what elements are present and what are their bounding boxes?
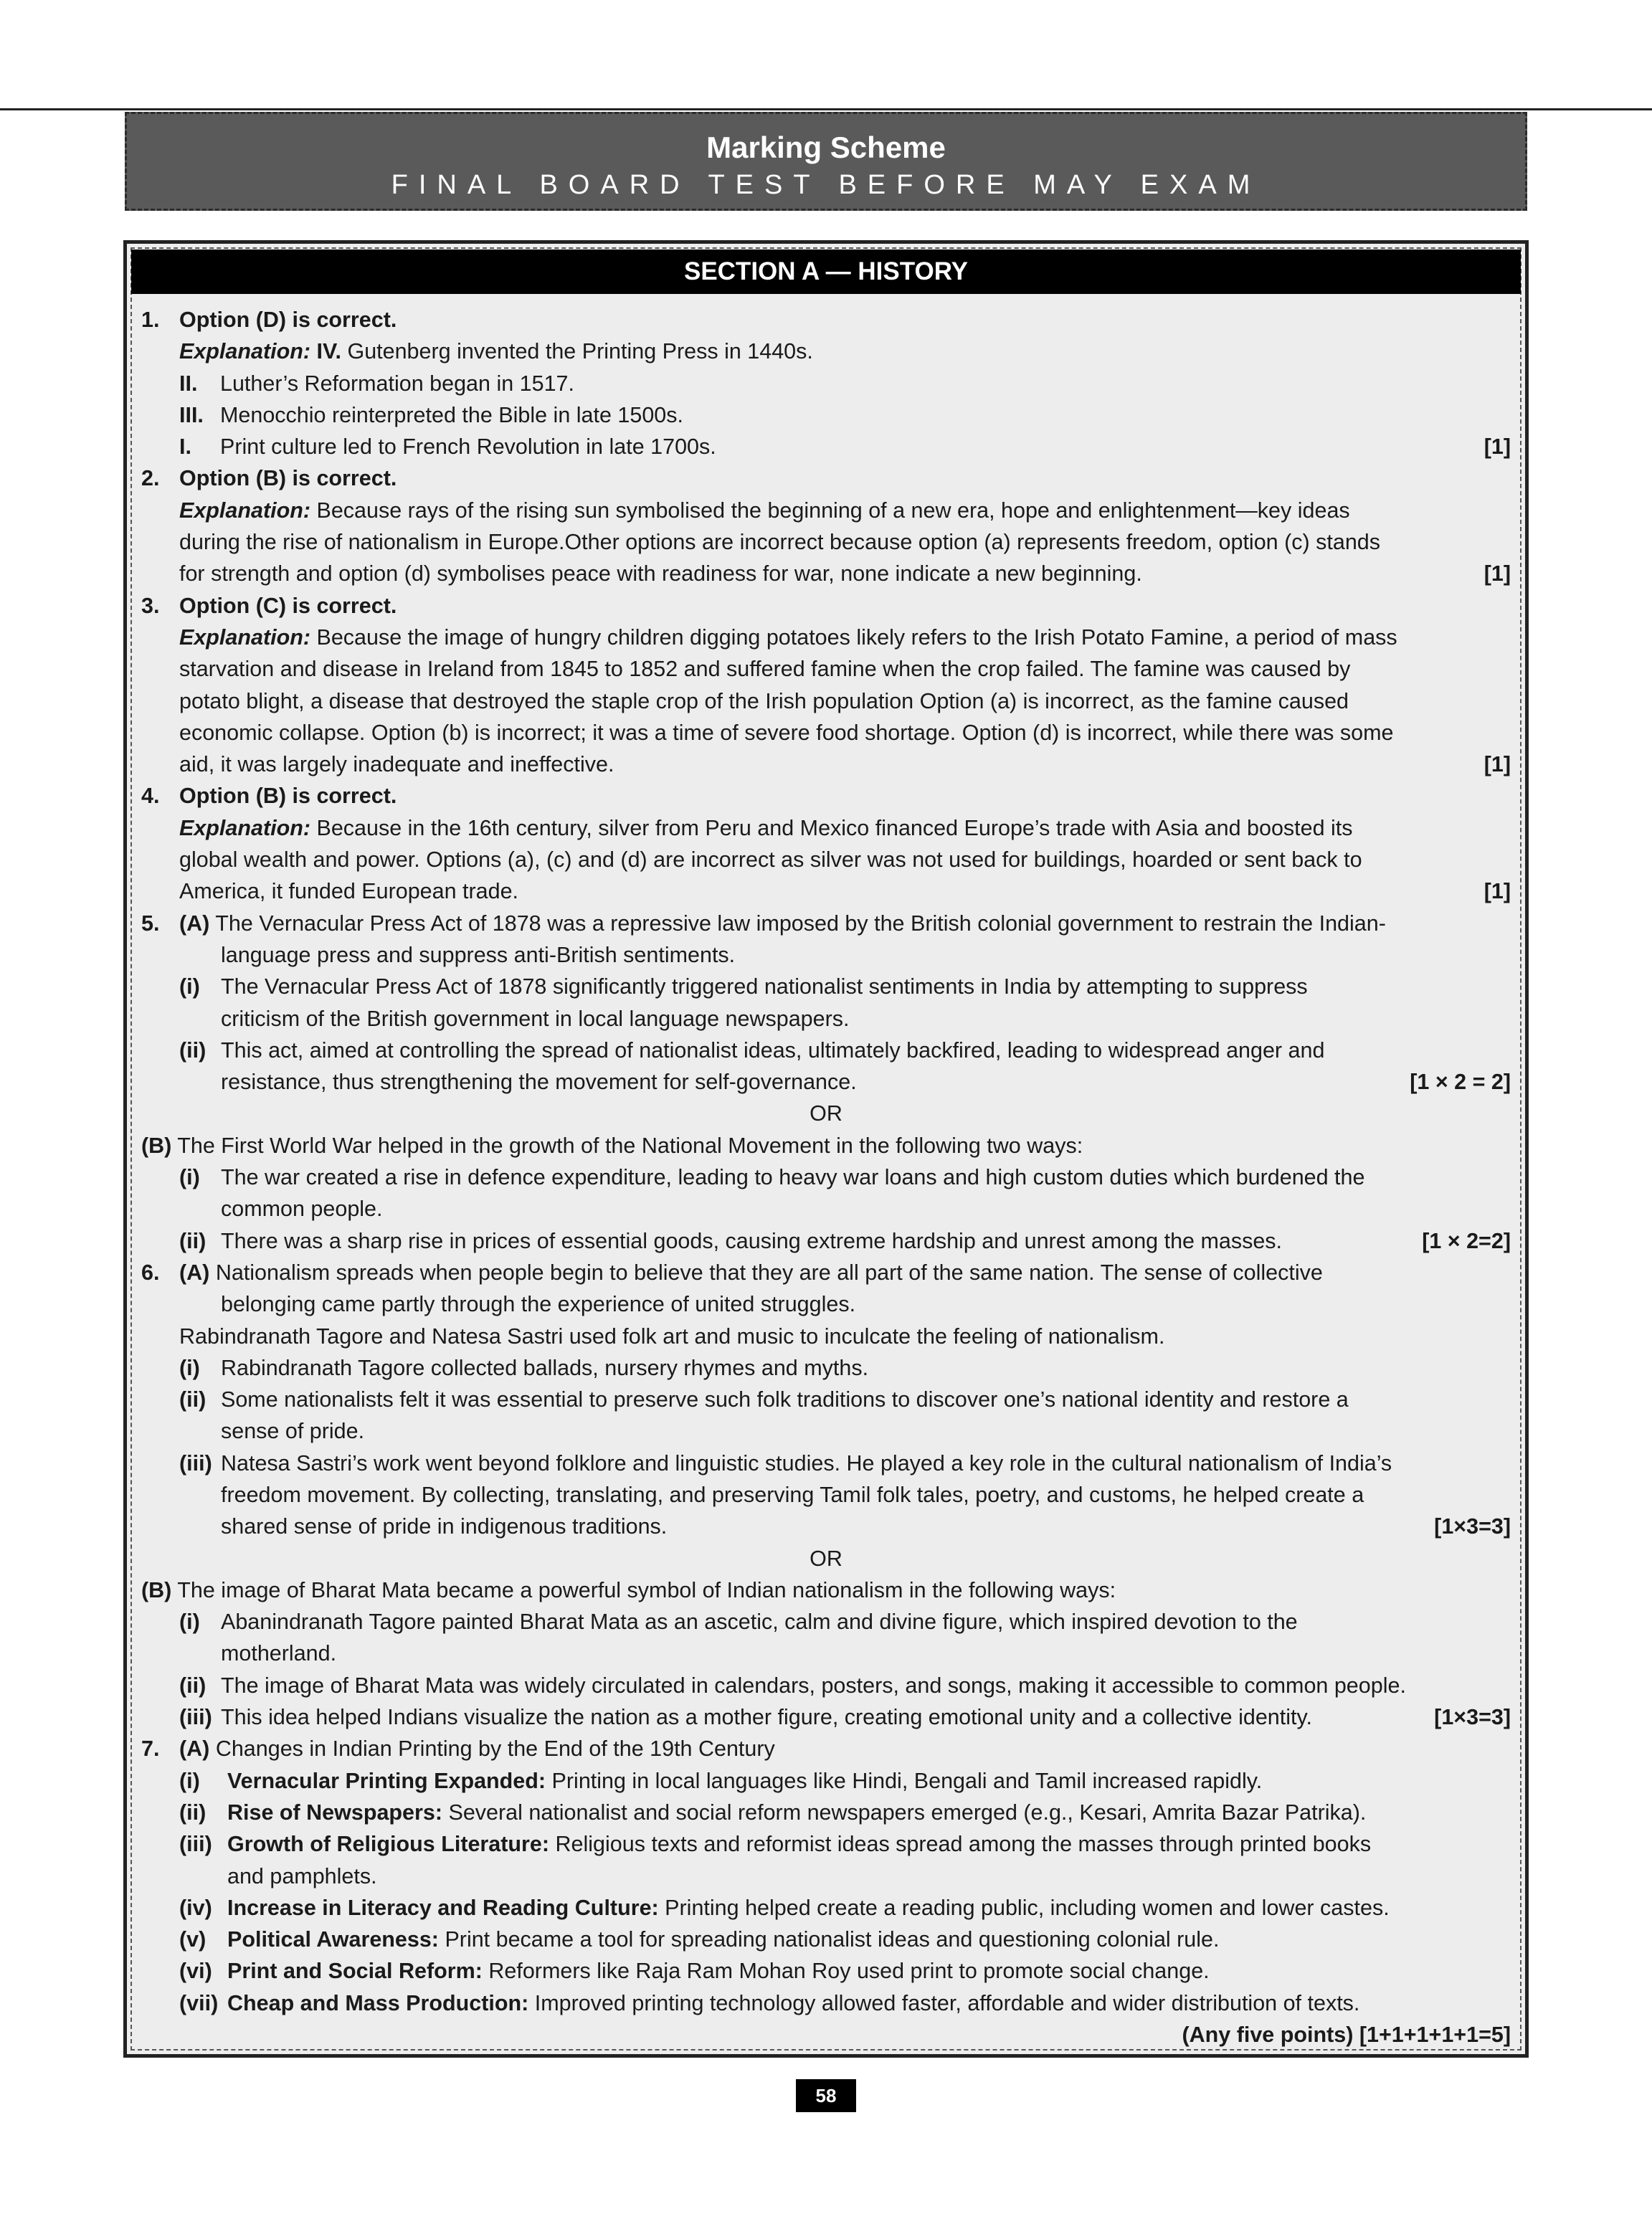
q6-a-label: (A) (179, 1260, 210, 1285)
q5-b-text: The First World War helped in the growth of the National Movement in the following two ways: (171, 1133, 1083, 1158)
q7-point-title: Vernacular Printing Expanded: (227, 1768, 546, 1793)
answer-panel (123, 240, 1529, 2058)
q1-item-label: IV. (316, 339, 341, 364)
q6-number: 6. (141, 1260, 160, 1285)
q2-text-line (141, 558, 1511, 589)
q1-answer-line (141, 304, 1511, 336)
q6-b-i-text: Abanindranath Tagore painted Bharat Mata as an ascetic, calm and divine figure, which inspired devotion to the (221, 1610, 1298, 1635)
q7-point-title: Increase in Literacy and Reading Culture: (227, 1895, 659, 1920)
q6-b-iii-text: This idea helped Indians visualize the nation as a mother figure, creating emotional unity and a collective identity. (221, 1705, 1312, 1730)
q6-b-ii-line (141, 1670, 1511, 1701)
q5-b-label: (B) (141, 1133, 172, 1158)
q7-point-text: Reformers like Raja Ram Mohan Roy used print to promote social change. (482, 1959, 1210, 1984)
q5-a-text: language press and suppress anti-British sentiments. (221, 942, 736, 967)
q1-item-label: II. (179, 371, 198, 396)
q4-explanation-label: Explanation: (179, 815, 311, 840)
q1-answer: Option (D) is correct. (179, 308, 397, 332)
q6-a-iii-text: freedom movement. By collecting, translating, and preserving Tamil folk tales, poetry, and customs, he helped create a (221, 1482, 1364, 1507)
q7-point-text: Printing helped create a reading public, including women and lower castes. (658, 1895, 1390, 1920)
q6-a-ii-label: (ii) (179, 1387, 206, 1412)
q3-answer-line (141, 590, 1511, 622)
q6-b-i-label: (i) (179, 1610, 200, 1635)
q4-explanation-line (141, 812, 1511, 844)
q7-point-text: Printing in local languages like Hindi, Bengali and Tamil increased rapidly. (546, 1768, 1263, 1793)
q1-item-line (141, 368, 1511, 399)
q7-marks-line (141, 2019, 1511, 2051)
header-subtitle: FINAL BOARD TEST BEFORE MAY EXAM (391, 170, 1261, 200)
q4-text-line (141, 875, 1511, 907)
q1-item-text: Gutenberg invented the Printing Press in 1440s. (341, 339, 813, 364)
q5-a-i-text: The Vernacular Press Act of 1878 significantly triggered nationalist sentiments in India by attempting to suppress (221, 974, 1308, 999)
q1-item-text: Print culture led to French Revolution in late 1700s. (220, 434, 716, 460)
q5-a-marks: [1 × 2 = 2] (1410, 1070, 1511, 1095)
q5-a-i-line (141, 1003, 1511, 1035)
q7-point (141, 1828, 1511, 1860)
q7-point (141, 1924, 1511, 1955)
q7-point-cont (141, 1861, 1511, 1892)
q5-a-ii-line (141, 1066, 1511, 1098)
q4-text: America, it funded European trade. (179, 879, 519, 904)
q7-point-label: (ii) (179, 1800, 206, 1825)
q2-text-line (141, 526, 1511, 558)
q4-text: Because in the 16th century, silver from Peru and Mexico financed Europe’s trade with Asia and boosted its (310, 815, 1353, 840)
q7-a-line (141, 1733, 1511, 1764)
header-banner (125, 112, 1527, 211)
q6-a-marks: [1×3=3] (1434, 1514, 1511, 1539)
q6-b-i-text: motherland. (221, 1641, 337, 1666)
q7-point-title: Political Awareness: (227, 1927, 439, 1952)
q6-a-intro (141, 1321, 1511, 1352)
q7-point-title: Print and Social Reform: (227, 1959, 483, 1984)
q5-b-i-text: common people. (221, 1197, 383, 1222)
q2-number: 2. (141, 466, 160, 491)
q6-a-ii-line (141, 1415, 1511, 1447)
q4-marks: [1] (1484, 879, 1511, 904)
q3-answer: Option (C) is correct. (179, 593, 397, 618)
q6-a-i-line (141, 1352, 1511, 1384)
q6-a-iii-line (141, 1479, 1511, 1511)
q4-answer-line (141, 780, 1511, 812)
q1-explanation-label: Explanation: (179, 339, 311, 364)
q4-text: global wealth and power. Options (a), (c) and (d) are incorrect as silver was not used for buildings, hoarded or sent back to (179, 847, 1362, 873)
q4-answer: Option (B) is correct. (179, 784, 397, 809)
q2-answer-line (141, 462, 1511, 494)
q5-a-text: The Vernacular Press Act of 1878 was a repressive law imposed by the British colonial government to restrain the Indian- (209, 911, 1386, 936)
q5-number: 5. (141, 911, 160, 936)
q5-b-i-line (141, 1193, 1511, 1225)
q7-point-text: Religious texts and reformist ideas spread among the masses through printed books (549, 1832, 1372, 1857)
q6-a-iii-text: shared sense of pride in indigenous traditions. (221, 1514, 668, 1539)
q6-a-intro-text: Rabindranath Tagore and Natesa Sastri used folk art and music to inculcate the feeling of nationalism. (179, 1324, 1165, 1349)
q3-text-line (141, 749, 1511, 780)
q1-item-line (141, 431, 1511, 462)
section-title: SECTION A — HISTORY (131, 250, 1521, 294)
q2-answer: Option (B) is correct. (179, 466, 397, 491)
q7-point (141, 1797, 1511, 1828)
q3-text-line (141, 717, 1511, 749)
q6-a-line (141, 1257, 1511, 1288)
q2-explanation-label: Explanation: (179, 498, 311, 523)
q7-point-label: (v) (179, 1927, 206, 1952)
q6-b-i-line (141, 1606, 1511, 1638)
q5-a-label: (A) (179, 911, 210, 936)
q7-point (141, 1955, 1511, 1987)
q7-marks: (Any five points) [1+1+1+1+1=5] (1182, 2023, 1511, 2048)
q6-a-text-line (141, 1288, 1511, 1320)
q1-item-label: I. (179, 434, 191, 460)
q7-point (141, 1765, 1511, 1797)
q6-a-text: belonging came partly through the experience of united struggles. (221, 1292, 856, 1317)
q4-number: 4. (141, 784, 160, 809)
q6-a-iii-text: Natesa Sastri’s work went beyond folklore and linguistic studies. He played a key role in the cultural nationalism of India’s (221, 1450, 1392, 1476)
q6-b-i-line (141, 1638, 1511, 1669)
q5-a-i-label: (i) (179, 974, 200, 999)
q5-b-ii-line (141, 1225, 1511, 1257)
q3-text: potato blight, a disease that destroyed the staple crop of the Irish population Option (a) is incorrect, as the famine caused (179, 688, 1349, 713)
q6-b-iii-label: (iii) (179, 1705, 212, 1730)
q1-item-label: III. (179, 402, 204, 427)
q6-a-iii-line (141, 1448, 1511, 1479)
q5-or: OR (810, 1101, 842, 1126)
q5-a-text-line (141, 939, 1511, 971)
q5-a-i-text: criticism of the British government in local language newspapers. (221, 1006, 850, 1031)
q6-a-ii-text: sense of pride. (221, 1419, 365, 1444)
q6-a-i-label: (i) (179, 1355, 200, 1380)
q3-text: economic collapse. Option (b) is incorrect; it was a time of severe food shortage. Option (d) is incorrect, while there was some (179, 720, 1394, 745)
q7-point-title: Cheap and Mass Production: (227, 1990, 529, 2015)
q5-b-i-text: The war created a rise in defence expenditure, leading to heavy war loans and high custom duties which burdened the (221, 1165, 1365, 1190)
q7-point-label: (iv) (179, 1895, 212, 1920)
q6-b-line (141, 1574, 1511, 1606)
q1-item-line (141, 399, 1511, 431)
q3-text-line (141, 685, 1511, 717)
q6-b-marks: [1×3=3] (1434, 1705, 1511, 1730)
q7-point-title: Growth of Religious Literature: (227, 1832, 550, 1857)
answers-content (141, 304, 1511, 2051)
q7-a-label: (A) (179, 1736, 210, 1762)
q7-point-label: (vii) (179, 1990, 219, 2015)
q7-point-label: (i) (179, 1768, 200, 1793)
q6-b-iii-line (141, 1701, 1511, 1733)
q5-a-ii-text: This act, aimed at controlling the spread of nationalist ideas, ultimately backfired, leading to widespread anger and (221, 1037, 1325, 1063)
q7-point-text: Print became a tool for spreading nationalist ideas and questioning colonial rule. (438, 1927, 1220, 1952)
q6-or: OR (810, 1546, 842, 1571)
q6-b-text: The image of Bharat Mata became a powerful symbol of Indian nationalism in the following ways: (171, 1577, 1116, 1602)
q2-text: Because rays of the rising sun symbolised the beginning of a new era, hope and enlightenment—key ideas (310, 498, 1350, 523)
q5-a-ii-text: resistance, thus strengthening the movement for self-governance. (221, 1070, 857, 1095)
q4-text-line (141, 844, 1511, 875)
q3-explanation-line (141, 622, 1511, 653)
q5-b-marks: [1 × 2=2] (1422, 1228, 1511, 1253)
q1-item-text: Luther’s Reformation began in 1517. (220, 371, 574, 396)
q2-marks: [1] (1484, 561, 1511, 586)
q7-point (141, 1892, 1511, 1924)
q6-a-iii-line (141, 1511, 1511, 1542)
q2-text: for strength and option (d) symbolises peace with readiness for war, none indicate a new beginning. (179, 561, 1142, 586)
q5-b-ii-label: (ii) (179, 1228, 206, 1253)
q3-explanation-label: Explanation: (179, 624, 311, 650)
q5-b-i-label: (i) (179, 1165, 200, 1190)
q5-a-ii-label: (ii) (179, 1037, 206, 1063)
q7-a-text: Changes in Indian Printing by the End of the 19th Century (209, 1736, 775, 1762)
q7-point-text: Improved printing technology allowed faster, affordable and wider distribution of texts. (528, 1990, 1360, 2015)
q7-point-title: Rise of Newspapers: (227, 1800, 443, 1825)
q7-point-label: (iii) (179, 1832, 212, 1857)
q1-marks: [1] (1484, 434, 1511, 460)
q6-a-ii-line (141, 1384, 1511, 1415)
q6-b-ii-text: The image of Bharat Mata was widely circulated in calendars, posters, and songs, making it accessible to common people. (221, 1673, 1406, 1698)
q6-a-ii-text: Some nationalists felt it was essential to preserve such folk traditions to discover one’s national identity and restore a (221, 1387, 1349, 1412)
q6-b-label: (B) (141, 1577, 172, 1602)
q1-explanation-line (141, 336, 1511, 367)
q6-a-text: Nationalism spreads when people begin to believe that they are all part of the same nation. The sense of collective (209, 1260, 1323, 1285)
q2-explanation-line (141, 495, 1511, 526)
q2-text: during the rise of nationalism in Europe.Other options are incorrect because option (a) represents freedom, option (c) stands (179, 530, 1380, 555)
q5-b-ii-text: There was a sharp rise in prices of essential goods, causing extreme hardship and unrest among the masses. (221, 1228, 1283, 1253)
q3-text: starvation and disease in Ireland from 1845 to 1852 and suffered famine when the crop failed. The famine was caused by (179, 657, 1351, 682)
q7-number: 7. (141, 1736, 160, 1762)
q7-point-label: (vi) (179, 1959, 212, 1984)
q3-text: aid, it was largely inadequate and ineffective. (179, 752, 614, 777)
page-number: 58 (796, 2079, 856, 2112)
top-rule (0, 108, 1652, 110)
q3-text: Because the image of hungry children digging potatoes likely refers to the Irish Potato Famine, a period of mass (310, 624, 1397, 650)
q6-a-i-text: Rabindranath Tagore collected ballads, nursery rhymes and myths. (221, 1355, 869, 1380)
q5-a-line (141, 908, 1511, 939)
q6-a-iii-label: (iii) (179, 1450, 212, 1476)
header-title: Marking Scheme (706, 130, 946, 164)
q7-point-text: and pamphlets. (227, 1863, 377, 1888)
q7-point (141, 1987, 1511, 2019)
q3-text-line (141, 653, 1511, 685)
q3-number: 3. (141, 593, 160, 618)
q7-point-text: Several nationalist and social reform newspapers emerged (e.g., Kesari, Amrita Bazar Patrika). (442, 1800, 1367, 1825)
q5-a-i-line (141, 971, 1511, 1002)
q5-a-ii-line (141, 1035, 1511, 1066)
q3-marks: [1] (1484, 752, 1511, 777)
q1-item-text: Menocchio reinterpreted the Bible in late 1500s. (220, 402, 683, 427)
q5-b-i-line (141, 1161, 1511, 1193)
q1-number: 1. (141, 308, 160, 332)
q6-b-ii-label: (ii) (179, 1673, 206, 1698)
q5-b-line (141, 1130, 1511, 1161)
